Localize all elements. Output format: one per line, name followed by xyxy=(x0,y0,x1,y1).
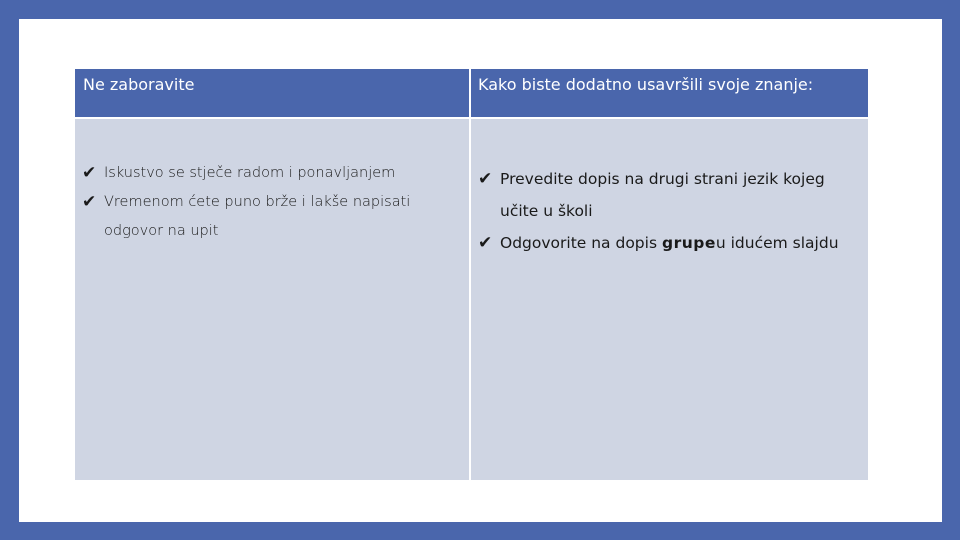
list-item xyxy=(478,227,862,259)
list-item xyxy=(478,163,862,227)
tasks-list xyxy=(478,163,862,259)
reminder-list xyxy=(82,159,463,246)
check-icon: ✔ xyxy=(478,233,493,253)
list-item xyxy=(82,159,463,188)
list-item-text xyxy=(500,227,862,259)
content-table xyxy=(75,69,870,482)
table-cell-right xyxy=(471,119,868,480)
list-item xyxy=(82,188,463,246)
list-item-text: Vremenom ćete puno brže i lakše napisati odgovor na upit xyxy=(104,194,411,239)
list-item-text-bold: grupe xyxy=(661,234,716,252)
check-icon: ✔ xyxy=(82,192,97,212)
list-item-text-end: u idućem slajdu xyxy=(715,234,839,252)
table-header-left: Ne zaboravite xyxy=(75,69,469,117)
check-icon: ✔ xyxy=(82,163,97,183)
list-item-text: Iskustvo se stječe radom i ponavljanjem xyxy=(104,165,396,181)
list-item-text: Prevedite dopis na drugi strani jezik kojeg učite u školi xyxy=(500,170,825,220)
table-cell-left xyxy=(75,119,469,480)
list-item-text-start: Odgovorite na dopis xyxy=(500,234,662,252)
table-header-right: Kako biste dodatno usavršili svoje znanje: xyxy=(471,69,868,117)
check-icon: ✔ xyxy=(478,169,493,189)
